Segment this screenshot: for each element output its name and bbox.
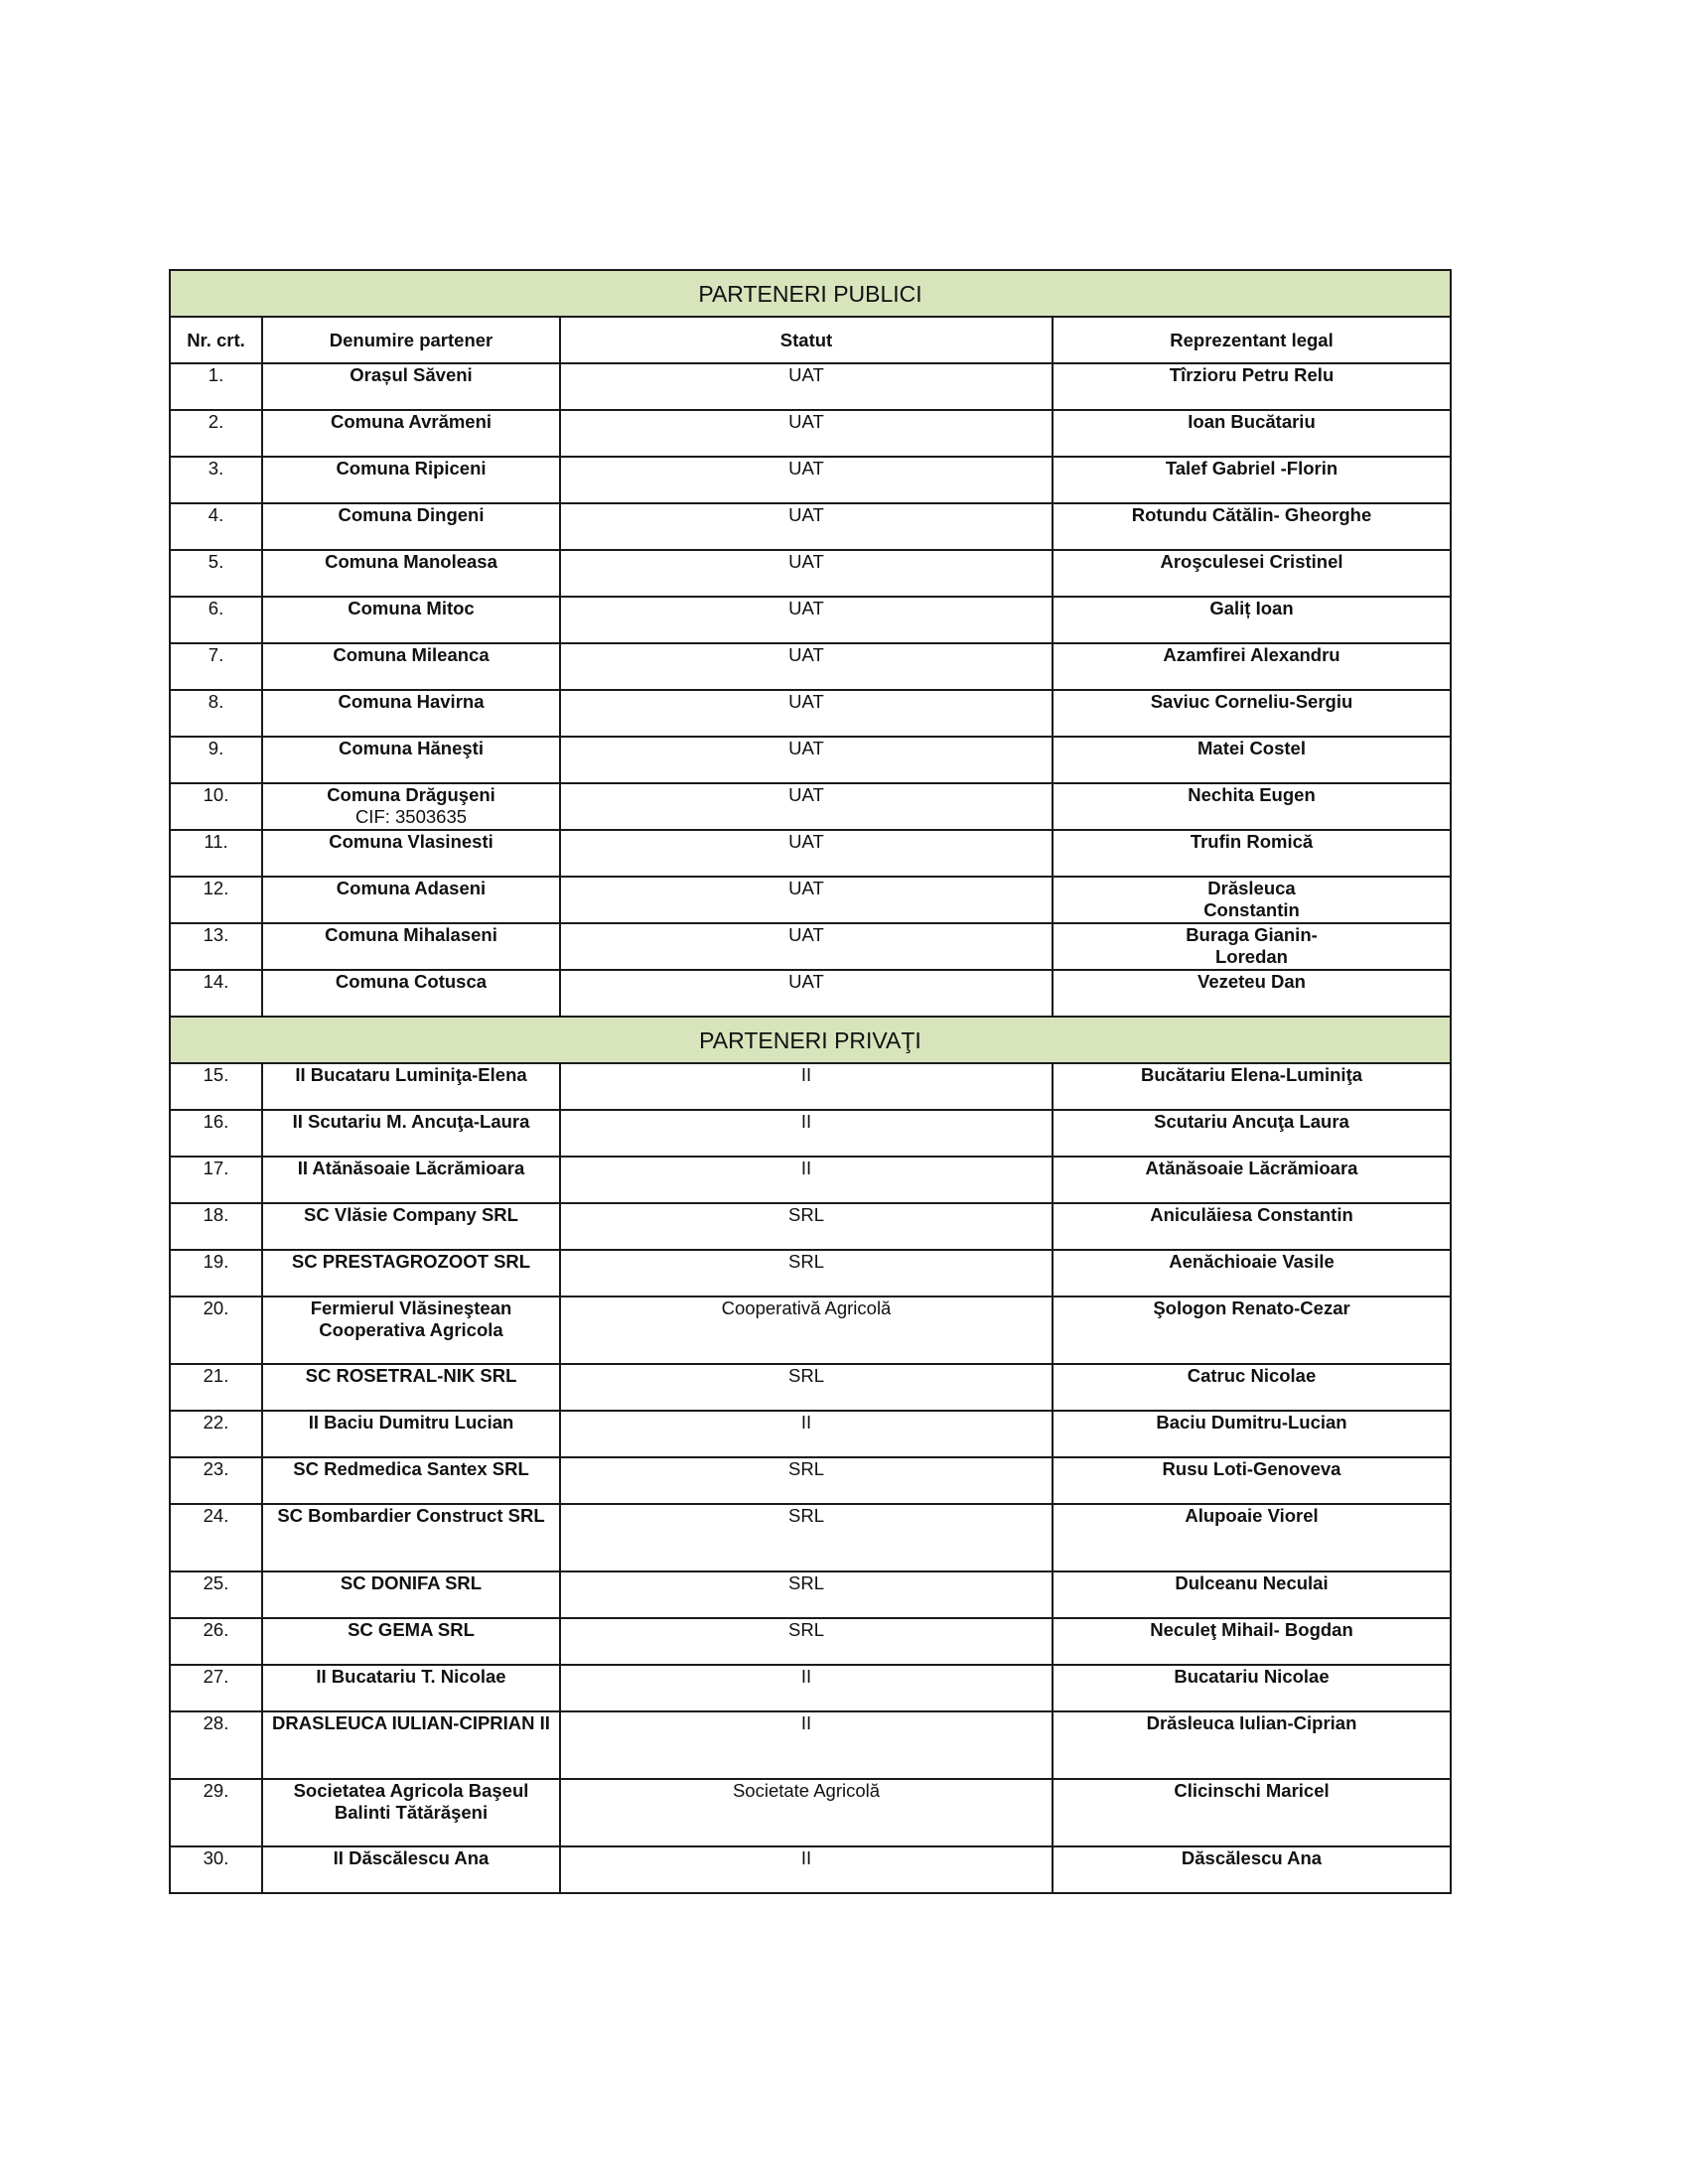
legal-representative: Aroşculesei Cristinel (1053, 550, 1451, 597)
partner-name-text: Comuna Ripiceni (336, 458, 487, 478)
legal-representative: Azamfirei Alexandru (1053, 643, 1451, 690)
table-row (170, 1571, 1451, 1618)
public-section-title: PARTENERI PUBLICI (170, 270, 1451, 317)
partner-name: SC Vlăsie Company SRL (262, 1203, 560, 1250)
partner-name: SC ROSETRAL-NIK SRL (262, 1364, 560, 1411)
partner-name: DRASLEUCA IULIAN-CIPRIAN II (262, 1711, 560, 1779)
column-header-row (170, 317, 1451, 363)
legal-representative: Atănăsoaie Lăcrămioara (1053, 1157, 1451, 1203)
row-number: 15. (170, 1063, 262, 1110)
row-number: 26. (170, 1618, 262, 1665)
partner-status: UAT (560, 643, 1053, 690)
table-row (170, 877, 1451, 923)
table-row (170, 1711, 1451, 1779)
partner-status: SRL (560, 1457, 1053, 1504)
row-number: 21. (170, 1364, 262, 1411)
partner-name-text: Comuna Mitoc (348, 598, 475, 618)
public-section-row (170, 270, 1451, 317)
row-number: 28. (170, 1711, 262, 1779)
partner-status: UAT (560, 877, 1053, 923)
partner-status: SRL (560, 1618, 1053, 1665)
legal-representative: Talef Gabriel -Florin (1053, 457, 1451, 503)
row-number: 19. (170, 1250, 262, 1297)
partner-name-text: Orașul Săveni (350, 364, 473, 385)
partner-status: UAT (560, 457, 1053, 503)
row-number: 29. (170, 1779, 262, 1846)
row-number: 18. (170, 1203, 262, 1250)
legal-representative: Dulceanu Neculai (1053, 1571, 1451, 1618)
legal-representative: Baciu Dumitru-Lucian (1053, 1411, 1451, 1457)
table-row (170, 1364, 1451, 1411)
row-number: 8. (170, 690, 262, 737)
legal-representative: Nechita Eugen (1053, 783, 1451, 830)
partner-name-text: Comuna Manoleasa (325, 551, 497, 572)
partner-name (262, 877, 560, 923)
row-number: 1. (170, 363, 262, 410)
partner-name: II Bucataru Luminiţa-Elena (262, 1063, 560, 1110)
legal-representative: Şologon Renato-Cezar (1053, 1297, 1451, 1364)
partner-name (262, 550, 560, 597)
partner-name: SC Bombardier Construct SRL (262, 1504, 560, 1571)
partner-status: UAT (560, 503, 1053, 550)
table-row (170, 363, 1451, 410)
private-section-title: PARTENERI PRIVAŢI (170, 1017, 1451, 1063)
legal-representative: Aenăchioaie Vasile (1053, 1250, 1451, 1297)
partner-name: SC Redmedica Santex SRL (262, 1457, 560, 1504)
partner-status: II (560, 1665, 1053, 1711)
partner-name (262, 690, 560, 737)
header-status: Statut (560, 317, 1053, 363)
partner-name: Societatea Agricola Başeul Balinti Tătărăşeni (262, 1779, 560, 1846)
table-row (170, 690, 1451, 737)
header-name: Denumire partener (262, 317, 560, 363)
row-number: 23. (170, 1457, 262, 1504)
legal-representative: Rotundu Cătălin- Gheorghe (1053, 503, 1451, 550)
partner-name: II Dăscălescu Ana (262, 1846, 560, 1893)
table-row (170, 597, 1451, 643)
partner-name (262, 737, 560, 783)
partner-name (262, 970, 560, 1017)
table-row (170, 1110, 1451, 1157)
partner-name-text: Comuna Adaseni (336, 878, 487, 898)
legal-representative: Bucătariu Elena-Luminiţa (1053, 1063, 1451, 1110)
partner-status: UAT (560, 410, 1053, 457)
legal-representative: Aniculăiesa Constantin (1053, 1203, 1451, 1250)
partner-name-text: Comuna Dingeni (338, 504, 485, 525)
row-number: 14. (170, 970, 262, 1017)
table-row (170, 1457, 1451, 1504)
row-number: 30. (170, 1846, 262, 1893)
header-nr: Nr. crt. (170, 317, 262, 363)
row-number: 11. (170, 830, 262, 877)
partner-name: II Bucatariu T. Nicolae (262, 1665, 560, 1711)
row-number: 25. (170, 1571, 262, 1618)
partner-name: II Atănăsoaie Lăcrămioara (262, 1157, 560, 1203)
partner-status: II (560, 1110, 1053, 1157)
table-row (170, 1618, 1451, 1665)
partner-status: SRL (560, 1504, 1053, 1571)
partner-status: II (560, 1411, 1053, 1457)
partner-name-text: Comuna Mihalaseni (325, 924, 497, 945)
partner-name (262, 923, 560, 970)
legal-representative: Neculeţ Mihail- Bogdan (1053, 1618, 1451, 1665)
legal-representative: Trufin Romică (1053, 830, 1451, 877)
table-row (170, 1846, 1451, 1893)
partner-name: SC GEMA SRL (262, 1618, 560, 1665)
partner-status: SRL (560, 1250, 1053, 1297)
table-row (170, 1297, 1451, 1364)
table-row (170, 1203, 1451, 1250)
partner-status: UAT (560, 783, 1053, 830)
table-row (170, 783, 1451, 830)
table-row (170, 503, 1451, 550)
partner-name (262, 643, 560, 690)
partner-status: UAT (560, 550, 1053, 597)
partner-status: II (560, 1846, 1053, 1893)
legal-representative: Scutariu Ancuţa Laura (1053, 1110, 1451, 1157)
table-row (170, 970, 1451, 1017)
legal-representative: Saviuc Corneliu-Sergiu (1053, 690, 1451, 737)
row-number: 7. (170, 643, 262, 690)
table-row (170, 1063, 1451, 1110)
partner-status: Societate Agricolă (560, 1779, 1053, 1846)
partner-status: UAT (560, 737, 1053, 783)
partner-name: II Baciu Dumitru Lucian (262, 1411, 560, 1457)
legal-representative: Clicinschi Maricel (1053, 1779, 1451, 1846)
partner-status: II (560, 1711, 1053, 1779)
row-number: 6. (170, 597, 262, 643)
partner-name (262, 830, 560, 877)
partner-status: II (560, 1063, 1053, 1110)
partner-name (262, 363, 560, 410)
row-number: 17. (170, 1157, 262, 1203)
table-row (170, 923, 1451, 970)
row-number: 20. (170, 1297, 262, 1364)
partner-status: UAT (560, 597, 1053, 643)
partner-name (262, 783, 560, 830)
legal-representative: Rusu Loti-Genoveva (1053, 1457, 1451, 1504)
table-row (170, 643, 1451, 690)
table-row (170, 1779, 1451, 1846)
table-row (170, 830, 1451, 877)
legal-representative: Vezeteu Dan (1053, 970, 1451, 1017)
row-number: 16. (170, 1110, 262, 1157)
row-number: 9. (170, 737, 262, 783)
table-row (170, 737, 1451, 783)
partner-status: SRL (560, 1571, 1053, 1618)
partner-cif: CIF: 3503635 (354, 806, 468, 827)
partner-name (262, 410, 560, 457)
legal-representative: Ioan Bucătariu (1053, 410, 1451, 457)
legal-representative: Alupoaie Viorel (1053, 1504, 1451, 1571)
partner-name: SC PRESTAGROZOOT SRL (262, 1250, 560, 1297)
partner-name (262, 457, 560, 503)
row-number: 5. (170, 550, 262, 597)
partner-name-text: Comuna Mileanca (333, 644, 490, 665)
partner-name-text: Comuna Havirna (338, 691, 485, 712)
partner-status: UAT (560, 830, 1053, 877)
partners-table (169, 269, 1452, 1894)
partner-name-text: Comuna Cotusca (335, 971, 488, 992)
row-number: 10. (170, 783, 262, 830)
legal-representative: Drăsleuca Constantin (1053, 877, 1451, 923)
partner-status: II (560, 1157, 1053, 1203)
partner-name: SC DONIFA SRL (262, 1571, 560, 1618)
table-row (170, 457, 1451, 503)
row-number: 24. (170, 1504, 262, 1571)
legal-representative: Drăsleuca Iulian-Ciprian (1053, 1711, 1451, 1779)
table-row (170, 550, 1451, 597)
legal-representative: Catruc Nicolae (1053, 1364, 1451, 1411)
row-number: 4. (170, 503, 262, 550)
partner-status: UAT (560, 690, 1053, 737)
table-row (170, 1250, 1451, 1297)
legal-representative: Galiț Ioan (1053, 597, 1451, 643)
row-number: 27. (170, 1665, 262, 1711)
header-rep: Reprezentant legal (1053, 317, 1451, 363)
row-number: 22. (170, 1411, 262, 1457)
table-row (170, 1504, 1451, 1571)
partner-name: II Scutariu M. Ancuţa-Laura (262, 1110, 560, 1157)
legal-representative: Matei Costel (1053, 737, 1451, 783)
row-number: 2. (170, 410, 262, 457)
row-number: 13. (170, 923, 262, 970)
partner-name (262, 503, 560, 550)
table-row (170, 410, 1451, 457)
private-section-row (170, 1017, 1451, 1063)
legal-representative: Dăscălescu Ana (1053, 1846, 1451, 1893)
partner-name-text: Comuna Hăneşti (339, 738, 484, 758)
partner-name-text: Comuna Drăguşeni (327, 784, 495, 805)
legal-representative: Bucatariu Nicolae (1053, 1665, 1451, 1711)
partner-name-text: Comuna Avrămeni (330, 411, 492, 432)
partner-name: Fermierul Vlăsineştean Cooperativa Agricola (262, 1297, 560, 1364)
partner-name (262, 597, 560, 643)
partner-name-text: Comuna Vlasinesti (329, 831, 493, 852)
row-number: 3. (170, 457, 262, 503)
row-number: 12. (170, 877, 262, 923)
partner-status: SRL (560, 1364, 1053, 1411)
table-row (170, 1157, 1451, 1203)
table-row (170, 1665, 1451, 1711)
table-row (170, 1411, 1451, 1457)
partner-status: UAT (560, 363, 1053, 410)
partner-status: SRL (560, 1203, 1053, 1250)
partner-status: UAT (560, 970, 1053, 1017)
partner-status: Cooperativă Agricolă (560, 1297, 1053, 1364)
legal-representative: Tîrzioru Petru Relu (1053, 363, 1451, 410)
partner-status: UAT (560, 923, 1053, 970)
legal-representative: Buraga Gianin-Loredan (1053, 923, 1451, 970)
